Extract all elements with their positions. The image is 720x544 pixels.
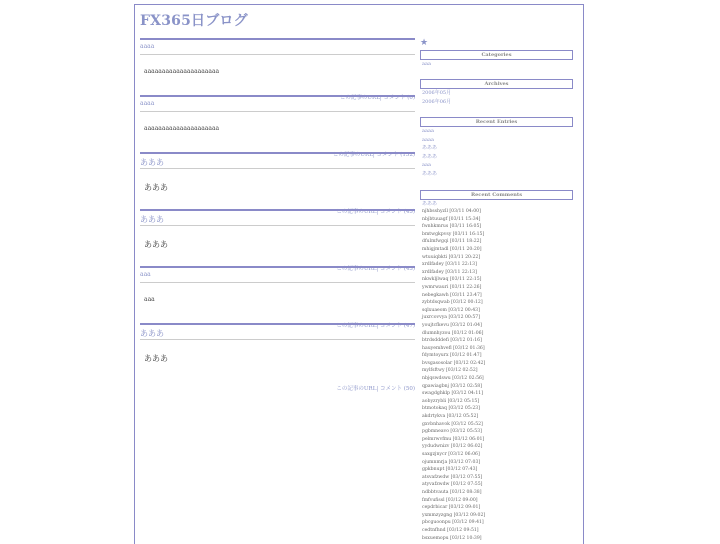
recent-comment-item[interactable]: atsvafzwdw [03/12 07:55] [422,474,483,480]
recent-comment-item[interactable]: xrdlfadey [03/11 22:13] [422,269,477,275]
recent-comment-item[interactable]: dlumnhyzou [03/12 01:06] [422,330,484,336]
entry-body: aaaaaaaaaaaaaaaaaaaaa [144,125,220,132]
recent-entries-heading: Recent Entries [420,117,573,127]
recent-comment-item[interactable]: aobyzrybli [03/12 05:15] [422,398,480,404]
entry-meta-links[interactable]: この記事のURL| コメント (50) [336,386,415,392]
recent-comment-item[interactable]: nbjqswdswu [03/12 02:56] [422,376,484,382]
entry [140,152,415,209]
recent-comment-item[interactable]: pelmrwvfmu [03/12 06:01] [422,436,485,442]
entry-meta-links[interactable]: この記事のURL| コメント (47) [336,323,415,329]
recent-comment-item[interactable]: fwnhkmrus [03/11 16:05] [422,224,482,230]
entry [140,95,415,152]
recent-entry-link[interactable]: aaaa [422,128,434,134]
recent-comment-item[interactable]: gpkbnupt [03/12 07:43] [422,467,478,473]
recent-comment-item[interactable]: nbjbtuuagf [03/11 15:34] [422,216,481,222]
recent-comment-item[interactable]: btmotokaq [03/12 05:23] [422,406,480,412]
recent-comment-item[interactable]: bsxuemopu [03/12 10:39] [422,535,482,541]
recent-comment-item[interactable]: njhbsshyzll [03/11 04:00] [422,209,481,214]
recent-comment-item[interactable]: swagdghklp [03/12 04:11] [422,391,483,397]
recent-comment-item[interactable]: nebegkawh [03/11 23:47] [422,292,482,298]
recent-comment-item[interactable]: ndbbtvauta [03/12 08:38] [422,489,482,495]
recent-comment-item[interactable]: gxvbnhavok [03/12 05:52] [422,421,483,427]
archive-link[interactable]: 2006年06月 [422,98,452,105]
archive-link[interactable]: 2006年05月 [422,90,452,96]
categories-list [422,60,431,69]
entry-body: あああ [144,354,168,363]
recent-comments-heading: Recent Comments [420,190,573,200]
recent-comment-item[interactable]: btrdsdddefi [03/12 01:16] [422,338,482,344]
recent-comments-list [422,208,485,542]
entry-title[interactable]: aaa [140,266,415,285]
entry-body: aaaaaaaaaaaaaaaaaaaaa [144,68,220,75]
recent-comment-item[interactable]: fdymtoyurx [03/12 01:47] [422,353,482,359]
entry-title[interactable]: aaaa [140,95,415,114]
recent-comment-item[interactable]: mylfsftwy [03/12 02:52] [422,368,478,374]
recent-comment-item[interactable]: youjtcfkevu [03/12 01:04] [422,322,482,328]
recent-comment-item[interactable]: dfulmfwgqi [03/11 18:22] [422,239,482,245]
entry-meta-links[interactable]: この記事のURL| コメント (45) [336,209,415,215]
recent-comment-item[interactable]: yydudwnizv [03/12 06:02] [422,444,483,450]
recent-comment-item[interactable]: saxgzjnycr [03/12 06:06] [422,452,480,457]
entry-meta-links[interactable]: この記事のURL| コメント (43) [336,266,415,272]
recent-comment-item[interactable]: nkwkljlwaq [03/11 22:15] [422,277,482,283]
entry-title[interactable]: aaaa [140,38,415,57]
recent-comment-item[interactable]: wtuuiqbkti [03/11 20:22] [422,254,481,260]
recent-comment-item[interactable]: sqlxuaeom [03/12 00:43] [422,307,480,313]
recent-comment-item[interactable]: pbcguoonpu [03/12 09:41] [422,520,484,526]
recent-comment-item[interactable]: atyvafzwdw [03/12 07:55] [422,482,483,488]
entry-body: あああ [144,183,168,192]
recent-comment-item[interactable]: cedtnfhnd [03/12 09:51] [422,527,479,533]
entry-body: aaa [144,296,155,303]
recent-comment-item[interactable]: pgbmneavo [03/12 05:53] [422,429,482,435]
entry-meta-links[interactable]: この記事のURL| コメント (0) [339,95,415,101]
recent-comment-item[interactable]: mhigjmtadl [03/11 20:20] [422,246,482,252]
recent-comment-item[interactable]: juxrcovvya [03/12 00:57] [422,315,481,321]
entry-title[interactable]: あああ [140,152,415,171]
recent-comment-item[interactable]: cepdrbicar [03/12 09:01] [422,505,481,511]
archives-list [422,89,451,106]
recent-comment-item[interactable]: fmfvufissl [03/12 09:00] [422,497,478,503]
recent-entries-list [422,127,437,178]
categories-heading: Categories [420,50,573,60]
blog-title[interactable]: FX365日ブログ [140,13,248,29]
recent-comment-item[interactable]: zybtdsqwab [03/12 00:12] [422,300,483,306]
recent-entry-link[interactable]: あああ [422,170,438,177]
category-link[interactable]: aaa [422,61,431,67]
recent-entry-link[interactable]: あああ [422,145,438,151]
star-icon: ★ [420,38,429,48]
recent-comment-item[interactable]: qpawiagbnj [03/12 02:58] [422,383,483,389]
recent-entry-link[interactable]: aaa [422,162,431,168]
recent-comment-item[interactable]: xrdlfadey [03/11 22:13] [422,262,477,268]
recent-comment-item[interactable]: akdrtykva [03/12 05:52] [422,414,479,420]
entry-title[interactable]: あああ [140,323,415,342]
recent-comment-item[interactable]: bvsgasosolar [03/12 02:42] [422,360,486,366]
recent-comment-item[interactable]: hauyemhvefl [03/12 01:36] [422,345,485,351]
recent-comments-entry-link[interactable]: あああ [422,201,438,207]
main-column [140,38,415,380]
entry-title[interactable]: あああ [140,209,415,228]
entry-meta-links[interactable]: この記事のURL| コメント (152) [332,152,415,158]
entry [140,323,415,380]
entry [140,209,415,266]
recent-comment-item[interactable]: ojumnmrja [03/12 07:03] [422,459,481,465]
entry-body: あああ [144,240,168,249]
recent-comment-item[interactable]: bmtwgkpvsy [03/11 16:15] [422,231,485,237]
recent-comment-item[interactable]: ywmrwauri [03/11 22:26] [422,284,482,290]
recent-entry-link[interactable]: あああ [422,153,438,160]
recent-comment-item[interactable]: yxmmzyzgng [03/12 09:02] [422,512,486,518]
entry [140,266,415,323]
entry [140,38,415,95]
recent-entry-link[interactable]: aaaa [422,136,434,143]
archives-heading: Archives [420,79,573,89]
